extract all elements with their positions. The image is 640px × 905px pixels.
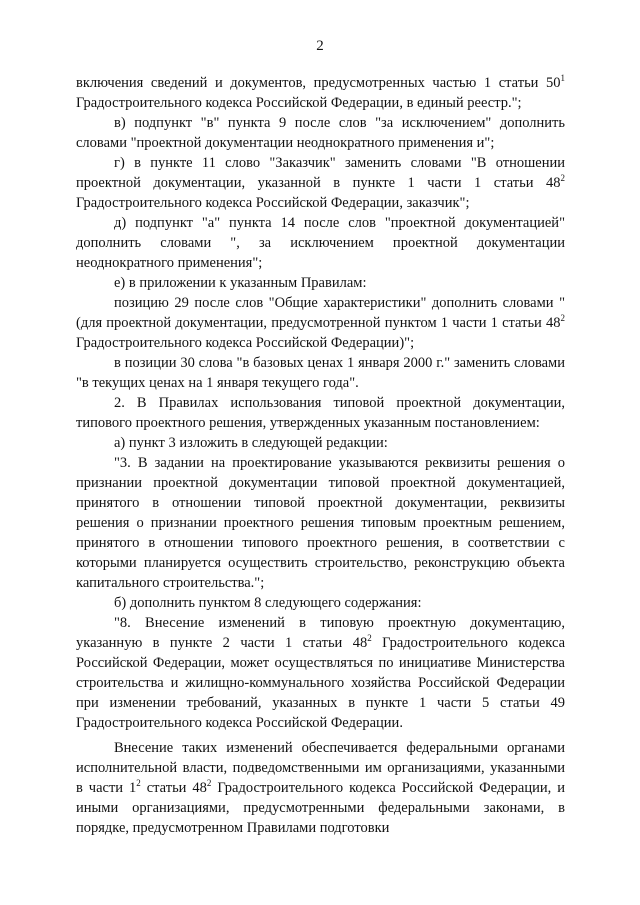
paragraph-12: "8. Внесение изменений в типовую проектную документацию, указанную в пункте 2 части 1 статьи $48^2$ Градостроительного кодекса Российской Федерации, может осуществляться по инициативе Министерства строительства и жилищно-коммунального хозяйства Российской Федерации при изменении требований, указанных в пункте 1 части 5 статьи 49 Градостроительного кодекса Российской Федерации. [76,615,565,731]
paragraph-11: б) дополнить пунктом 8 следующего содержания: [114,595,422,611]
paragraph-9: а) пункт 3 изложить в следующей редакции: [114,435,388,451]
paragraph-6: позицию 29 после слов "Общие характеристики" дополнить словами "(для проектной документации, предусмотренной пунктом 1 части 1 статьи $48^2$ Градостроительного кодекса Российской Федерации)"; [76,295,565,351]
paragraph-10: "3. В задании на проектирование указываются реквизиты решения о признании проектной документации типовой проектной документацией, принятого в отношении типовой проектной документации, реквизиты решения о признании проектного решения типовым проектным решением, принятого в отношении типового проектного решения, в соответствии с которыми планируется осуществить строительство, реконструкцию объекта капитального строительства."; [76,455,565,591]
page-number: 2 [316,38,324,54]
document-body [76,73,565,838]
paragraph-5: е) в приложении к указанным Правилам: [114,275,367,291]
paragraph-4: д) подпункт "а" пункта 14 после слов "проектной документацией" дополнить словами ", за исключением проектной документации неоднократного применения"; [76,215,565,271]
paragraph-3: г) в пункте 11 слово "Заказчик" заменить словами "В отношении проектной документации, указанной в пункте 1 части 1 статьи $48^2$ Градостроительного кодекса Российской Федерации, заказчик"; [76,155,565,211]
paragraph-7: в позиции 30 слова "в базовых ценах 1 января 2000 г." заменить словами "в текущих ценах на 1 января текущего года". [76,355,565,391]
paragraph-13: Внесение таких изменений обеспечивается федеральными органами исполнительной власти, подведомственными им организациями, указанными в части $1^2$ статьи $48^2$ Градостроительного кодекса Российской Федерации, и иными организациями, предусмотренными федеральными законами, в порядке, предусмотренном Правилами подготовки [76,740,565,836]
paragraph-2: в) подпункт "в" пункта 9 после слов "за исключением" дополнить словами "проектной документации неоднократного применения и"; [76,115,565,151]
paragraph-1: включения сведений и документов, предусмотренных частью 1 статьи $50^1$ Градостроительного кодекса Российской Федерации, в единый реестр."; [76,73,565,111]
paragraph-8: 2. В Правилах использования типовой проектной документации, типового проектного решения, утвержденных указанным постановлением: [76,395,565,431]
